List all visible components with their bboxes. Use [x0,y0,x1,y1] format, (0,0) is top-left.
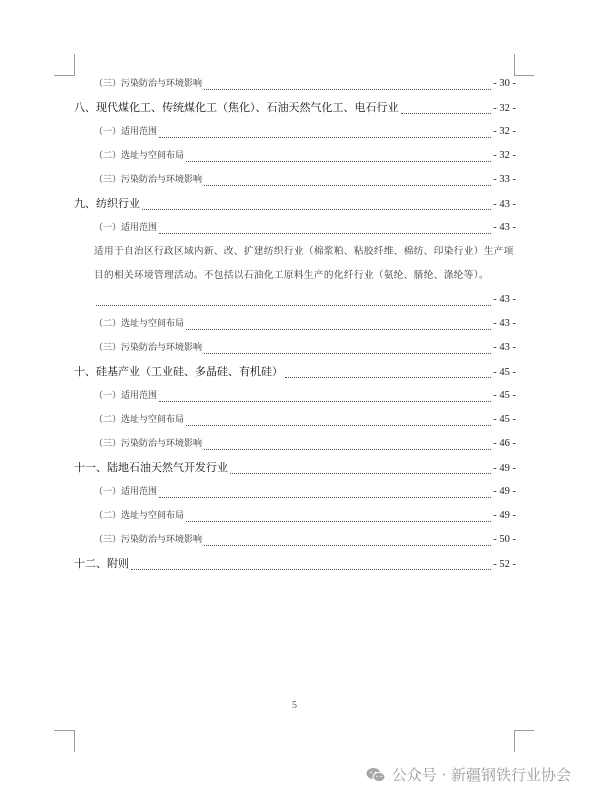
wechat-icon [366,767,386,783]
table-of-contents [74,72,516,576]
toc-leader [142,208,491,210]
toc-entry-page: - 49 - [493,510,516,521]
toc-entry-title: （三）污染防治与环境影响 [94,535,203,545]
toc-entry[interactable] [74,96,516,120]
toc-leader [204,184,491,186]
toc-leader [204,88,491,90]
toc-entry[interactable] [74,120,516,144]
toc-entry[interactable] [74,432,516,456]
toc-entry-page: - 43 - [493,318,516,329]
toc-entry-page: - 43 - [493,294,516,305]
toc-entry[interactable] [74,480,516,504]
toc-entry[interactable] [74,192,516,216]
toc-entry[interactable] [74,504,516,528]
toc-entry-title: 十一、陆地石油天然气开发行业 [74,461,228,474]
crop-mark [514,75,534,76]
toc-leader [186,520,491,522]
toc-entry[interactable] [74,216,516,240]
toc-entry-title: 十二、附则 [74,557,129,570]
toc-entry-page: - 30 - [493,78,516,89]
toc-entry-page: - 49 - [493,486,516,497]
toc-entry-title: （一）适用范围 [94,223,158,233]
crop-mark [514,730,515,752]
toc-leader [159,496,491,498]
toc-entry-page: - 32 - [493,103,516,114]
toc-entry-page: - 43 - [493,342,516,353]
toc-leader [401,112,492,114]
toc-entry[interactable] [74,72,516,96]
toc-entry-page: - 45 - [493,390,516,401]
toc-entry-page: - 46 - [493,438,516,449]
toc-entry[interactable] [74,552,516,576]
toc-entry-page: - 43 - [493,222,516,233]
toc-entry-page: - 43 - [493,199,516,210]
crop-mark [54,730,74,731]
toc-entry[interactable] [74,312,516,336]
toc-entry[interactable] [74,288,516,312]
toc-scope-paragraph: 适用于自治区行政区域内新、改、扩建纺织行业（棉浆粕、粘胶纤维、棉纺、印染行业）生产项目的相关环境管理活动。不包括以石油化工原料生产的化纤行业（氨纶、腈纶、涤纶等）。 [94,246,514,281]
toc-leader [204,544,491,546]
toc-leader [186,160,491,162]
toc-leader [159,400,491,402]
watermark-text: 公众号 · 新疆钢铁行业协会 [391,766,571,784]
toc-entry-page: - 45 - [493,414,516,425]
toc-entry[interactable] [74,144,516,168]
toc-leader [159,136,491,138]
toc-entry[interactable] [74,384,516,408]
toc-entry-title: （三）污染防治与环境影响 [94,175,203,185]
toc-entry[interactable] [74,168,516,192]
toc-entry-page: - 52 - [493,559,516,570]
crop-mark [74,730,75,752]
toc-entry-title: 八、现代煤化工、传统煤化工（焦化）、石油天然气化工、电石行业 [74,101,399,114]
toc-entry-title: （三）污染防治与环境影响 [94,343,203,353]
toc-entry-page: - 32 - [493,150,516,161]
toc-entry[interactable] [74,528,516,552]
toc-leader [186,424,491,426]
toc-entry-title: （二）选址与空间布局 [94,319,185,329]
toc-entry-title: （三）污染防治与环境影响 [94,79,203,89]
toc-entry-title: （一）适用范围 [94,127,158,137]
toc-entry-title: （二）选址与空间布局 [94,151,185,161]
watermark [366,764,571,785]
toc-leader [204,448,491,450]
toc-leader [131,568,491,570]
toc-entry-title: 九、纺织行业 [74,197,140,210]
toc-entry[interactable] [74,336,516,360]
crop-mark [54,75,74,76]
toc-leader [230,472,491,474]
toc-entry-title: （二）选址与空间布局 [94,415,185,425]
page-number: 5 [292,700,297,711]
toc-entry[interactable] [74,456,516,480]
toc-entry-title: （一）适用范围 [94,391,158,401]
toc-leader [285,376,491,378]
toc-leader [204,352,491,354]
toc-entry-title: （三）污染防治与环境影响 [94,439,203,449]
toc-entry-page: - 49 - [493,463,516,474]
toc-entry-title: （二）选址与空间布局 [94,511,185,521]
toc-leader [186,328,491,330]
toc-entry-page: - 32 - [493,126,516,137]
toc-entry[interactable] [74,360,516,384]
toc-leader [96,304,491,306]
toc-entry-title: 十、硅基产业（工业硅、多晶硅、有机硅） [74,365,283,378]
toc-entry-page: - 33 - [493,174,516,185]
toc-entry-page: - 50 - [493,534,516,545]
toc-entry[interactable] [74,408,516,432]
toc-leader [159,232,491,234]
crop-mark [514,730,534,731]
toc-entry-page: - 45 - [493,367,516,378]
toc-entry-title: （一）适用范围 [94,487,158,497]
